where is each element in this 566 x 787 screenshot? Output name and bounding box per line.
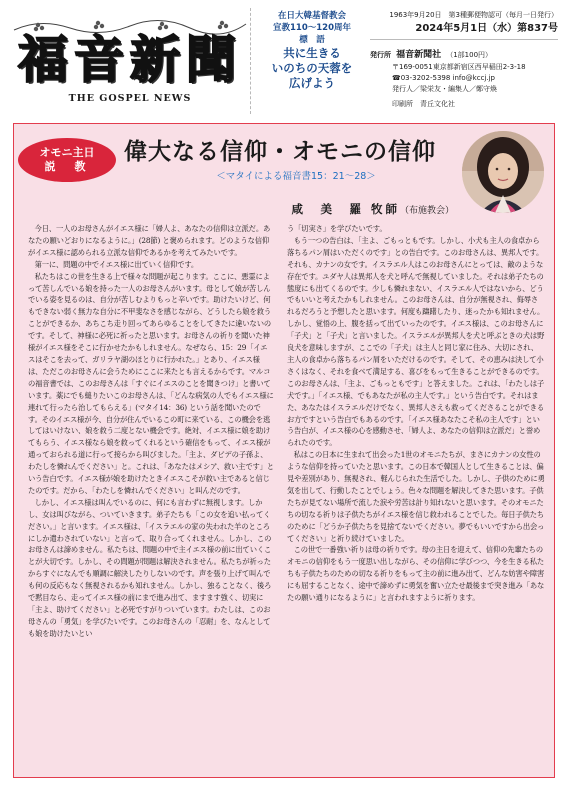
publication-info [370,10,558,114]
left-paragraph: 今日、一人のお母さんがイエス様に「婦人よ、あなたの信仰は立派だ。あなたの願いどおりになるように。」(28節) と褒められます。どのような信仰がイエス様に認められる立派な信仰であるかを考えてみたいです。 [28,224,271,257]
printer: 印刷所 青丘文化社 [392,100,455,108]
article-column-right [287,223,545,768]
left-paragraph: 第一に、問題の中でイエス様に出ていく信仰です。 [34,259,199,269]
author-byline [244,198,454,217]
badge-line-1: オモニ主日 [39,146,95,159]
slogan-line-2: いのちの天蓉を [271,61,353,75]
publisher-contact: ☎03-3202-5398 info@kccj.jp [392,74,495,82]
newspaper-logo: 福音新聞 [18,30,242,89]
publisher-address: 〒169-0051東京都新宿区西早稲田2-3-18 [392,63,526,71]
author-photo [462,131,544,213]
slogan-church: 在日大韓基督教会 [277,11,346,21]
slogan-anniversary: 宣教110〜120周年 [273,23,351,33]
slogan-line-1: 共に生きる [283,46,341,60]
badge-line-2: 説 教 [44,160,90,173]
article-column-left [28,223,274,768]
left-paragraph: しかし、イエス様は叫んでいるのに、何にも言わずに無視します。しかし、女は叫びながら、ついていきます。弟子たちも「この女を追い払ってください。」と言います。イエス様は、「イスラエルの家の失われた羊のところにしか遣わされていない」と言って、取り合ってくれません。しかし、このお母さんは諦めません。私たちは、問題の中で主イエス様の前に出ていくことが大切です。しかし、その問題が問題は解決されません。私たちが祈ったからすぐになんでも順調に解決したりしないのです。声を張り上げて叫んでも何の反応もなく無視されるかも知れません。しかし、独ることなく、後ろで黙目なら、走ってイエス様の前にまで進み出て、ますます強く、切実に「主よ、助けてください」と必死ですがりついています。わたしは、このお母さんの「勇気」を学びたいです。このお母さんの「忍耐」を、なんとしても娘を助けたいとい [28,497,272,638]
scripture-reference: ＜マタイによる福音書15：21〜28＞ [216,171,376,182]
postal-registration: 1963年9月20日 第3種郵便物認可（毎月一日発行） [389,11,558,19]
issue-date: 2024年5月1日（水）第837号 [415,23,558,34]
newspaper-english-name: THE GOSPEL NEWS [68,93,192,104]
price: （1部100円） [446,51,493,59]
right-paragraph: この世で一番強い祈りは母の祈りです。母の主日を迎えて、信仰の先輩たちのオモニの信仰をもう一度思い出しながら、その信仰に学びつつ、今を生きる私たちも子供たちのための切なる祈りをもって主の前に進み出て、どんな妨害や障害にも屈することなく、途中で諦めずに勇気を奮い立たせ最後まで突き進み「あなたの願い通りになるように」と言われますように祈ります。 [287,545,545,603]
article-title: 偉大なる信仰・オモニの信仰 [124,138,436,165]
slogan-label: 標 語 [299,35,325,45]
right-paragraph: もう一つの告白は、「主よ、ごもっともです。しかし、小犬も主人の食卓から落ちるパン屑はいただくのです」との告白です。このお母さんは、異邦人です。それも、カナンの女です。イスラエル人はこのお母さんにとっては、敵のような存在です。ユダヤ人は異邦人を犬と呼んで無視していました。それは弟子たちの態度にも出てくるのです。少しも憐れまない、イスラエル人ではないから、どうでもいいと考えたかもしれません。このお母さんは、自分が無視され、侮辱されるだろうと予想したと思います。何度も躊躇したり、迷ったかも知れません。しかし、覚悟の上、腹を括って出ていったのです。イエス様は、このお母さんに「子犬」と「子犬」と言いました。イスラエルが異邦人を犬と呼ぶときの犬は野良犬を意味しますが、ここでの「子犬」は主人と同じ家に住み、大切にされ、主人の食卓から落ちるパン屑をいただけるのです。そして、その恵みは決して小さくはなく、それを食べて満足する、喜びをもって生きることができるのです。このお母さんは、「主よ、ごもっともです」と答えました。これは、「わたしは子犬です。」「イエス様、でもあなたが私の主人です。」という告白です。それはまた、あなたはイスラエルだけでなく、異邦人さえも救ってくださることができるお方ですという告白でもあるのです。「イエス様あなたこそ私の主人です」という告白が、イエス様の心を感動させ、「婦人よ、あなたの信仰は立派だ」と誉められたのです。 [287,235,545,448]
mission-slogan-box [262,10,362,112]
right-paragraph: 私はこの日本に生まれて出会った1世のオモニたちが、まさにカナンの女性のような信仰を持っていたと思います。この日本で韓国人として生きることは、偏見や差別があり、無視され、軽んじられた生活でした。しかし、子供のために勇気を出して、行動したことでしょう。色々な問題を解決してきた思います。子供たちが見てない場所で流した涙や労苦は計り知れないと思います。そのオモニたちの切なる祈りは子供たちがイエス様を信じ救われることでした。毎日子供たちのために「どうか子供たちを見捨てないでください。夢でもいいですから出会ってください」と祈り続けていました。 [287,450,545,543]
publisher-editors: 発行人／梁栄友・編集人／鄭守煥 [392,85,497,93]
publisher-label: 発行所 [370,51,391,59]
info-divider [370,39,558,40]
slogan-line-3: 広げよう [289,76,335,90]
sermon-badge [18,138,116,182]
publisher-name: 福音新聞社 [396,50,442,60]
right-paragraph: う「切実さ」を学びたいです。 [287,224,387,233]
author-church: （布施教会） [399,206,454,216]
author-name: 咸 美 羅 牧師 [291,202,400,216]
left-paragraph: 私たちはこの世を生きる上で様々な問題が起こります。ここに、悪霊によって苦しんでいる娘を持った一人のお母さんがいます。母として娘が苦しんでいる姿を見るのは、自分が苦しむよりもっと辛いです。助けたいけど、何もできない弱く無力な自分に不甲斐なさを感じながら、どうしたら娘を救うことができるか、あちこち走り回ってあらゆることをしてきたに違いないのです。そして、神様に必死に祈ったと思います。お母さんの祈りを聞いた神様がイエス様をそこに行かせたかもしれません。なぜなら、15：29「イエスはそこを去って、ガリラヤ湖のほとりに行かれた。」とあり、イエス様は、ただこのお母さんに会うためにここに来たとも言えるからです。マルコの福音書では、このお母さんは「すぐにイエスのことを聞きつけ」と書いています。薬にでも縋りたいこのお母さんは、「どんな病気の人でもイエス様に連れて行ったら治してもらえる」(マタイ14：36) という話を聞いたのです。そのイエス様が今、自分が住んでいるこの町に来ている、この機会を逃してはいけない、娘を救う二度とない機会です。絶対、イエス様に娘を助けてもらう、イエス様なら娘を救ってくれるという確信をもって、イエス様が通っておられる道に行って接らから叫びました。「主よ、ダビデの子孫よ、わたしを憐れんでください」と。これは、「あなたはメシア、救い主です」という告白です。イエス様が娘を助けたときイエスこそが救い主であると信じたのです。だから、「わたしを憐れんでください」と叫んだのです。 [28,271,274,495]
